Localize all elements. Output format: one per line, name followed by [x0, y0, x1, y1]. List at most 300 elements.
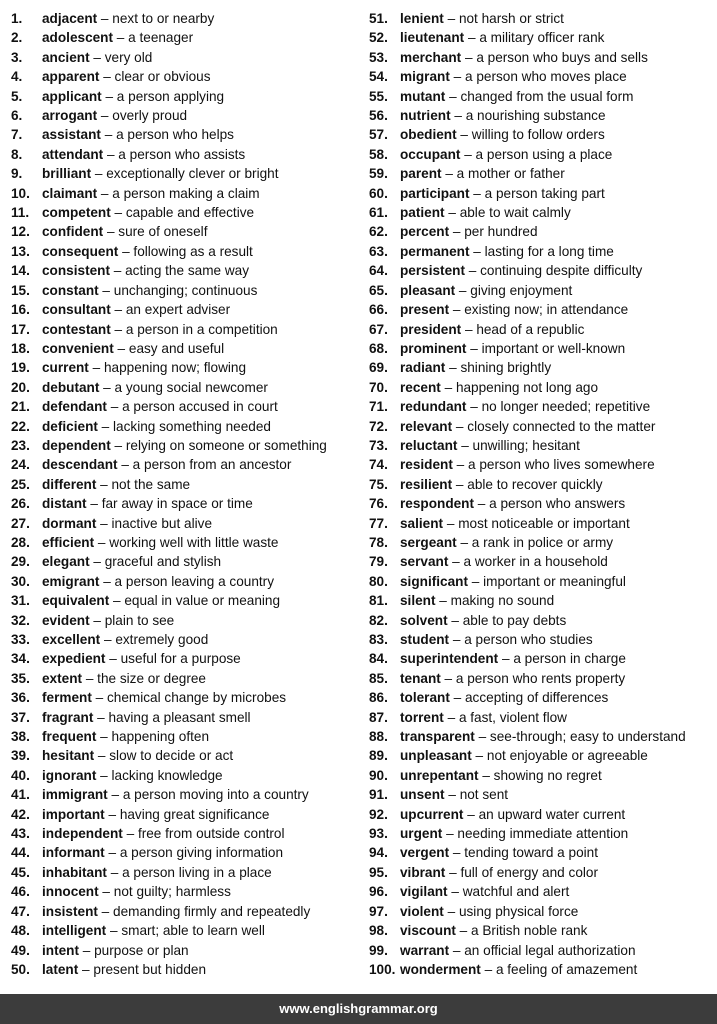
entry-word: nutrient: [400, 108, 451, 124]
entry-number: 82.: [369, 612, 388, 628]
entry-separator: –: [106, 399, 123, 415]
entry-separator: –: [106, 864, 123, 880]
entry-number: 53.: [369, 49, 388, 65]
entry-number: 51.: [369, 11, 388, 26]
entry-definition: slow to decide or act: [109, 748, 234, 764]
entry-definition: head of a republic: [476, 321, 585, 337]
entry-word: obedient: [400, 127, 457, 143]
entry-number: 96.: [369, 884, 388, 900]
list-item: [369, 378, 715, 397]
entry-separator: –: [98, 282, 114, 298]
entry-definition: a person making a claim: [112, 185, 260, 201]
entry-word: adolescent: [42, 30, 114, 46]
entry-definition: a person who buys and sells: [476, 49, 648, 65]
entry-word: vigilant: [400, 884, 448, 900]
entry-word: innocent: [42, 884, 99, 900]
entry-definition: plain to see: [104, 612, 175, 628]
entry-number: 52.: [369, 30, 388, 46]
entry-definition: a person who rents property: [455, 670, 626, 686]
entry-word: distant: [42, 496, 87, 512]
entry-word: consistent: [42, 263, 110, 279]
entry-definition: far away in space or time: [101, 496, 253, 512]
entry-number: 100.: [369, 961, 396, 977]
entry-definition: a person living in a place: [122, 864, 272, 880]
entry-definition: an upward water current: [478, 806, 626, 822]
entry-definition: free from outside control: [137, 826, 285, 842]
entry-word: claimant: [42, 185, 98, 201]
entry-number: 78.: [369, 534, 388, 550]
entry-word: servant: [400, 554, 449, 570]
entry-word: upcurrent: [400, 806, 464, 822]
entry-word: occupant: [400, 146, 461, 162]
entry-definition: showing no regret: [493, 767, 602, 783]
list-item: [369, 630, 715, 649]
entry-number: 39.: [11, 748, 30, 764]
entry-number: 40.: [11, 767, 30, 783]
footer-website-link[interactable]: www.englishgrammar.org: [279, 1001, 438, 1016]
entry-definition: not guilty; harmless: [113, 884, 231, 900]
entry-number: 3.: [11, 49, 23, 65]
list-item: [11, 164, 363, 183]
entry-number: 15.: [11, 282, 30, 298]
entry-number: 8.: [11, 146, 23, 162]
entry-separator: –: [443, 515, 459, 531]
entry-separator: –: [445, 864, 461, 880]
entry-number: 5.: [11, 88, 23, 104]
list-item: [369, 475, 715, 494]
entry-word: equivalent: [42, 593, 110, 609]
entry-separator: –: [440, 670, 456, 686]
entry-separator: –: [79, 942, 95, 958]
entry-definition: a mother or father: [456, 166, 565, 182]
entry-word: lenient: [400, 11, 444, 26]
entry-word: wonderment: [400, 961, 481, 977]
entry-definition: able to recover quickly: [467, 476, 603, 492]
list-item: [11, 572, 363, 591]
entry-word: contestant: [42, 321, 111, 337]
entry-separator: –: [109, 593, 125, 609]
list-item: [369, 649, 715, 668]
entry-definition: present but hidden: [93, 961, 207, 977]
entry-separator: –: [460, 146, 476, 162]
entry-word: unsent: [400, 787, 445, 803]
entry-number: 4.: [11, 69, 23, 85]
entry-number: 30.: [11, 573, 30, 589]
entry-separator: –: [96, 767, 112, 783]
entry-separator: –: [449, 845, 465, 861]
entry-separator: –: [444, 787, 460, 803]
entry-definition: following as a result: [133, 243, 253, 259]
entry-separator: –: [471, 748, 487, 764]
entry-number: 61.: [369, 205, 388, 221]
entry-separator: –: [498, 651, 514, 667]
entry-separator: –: [91, 690, 107, 706]
entry-separator: –: [99, 573, 115, 589]
entry-number: 79.: [369, 554, 388, 570]
entry-definition: closely connected to the matter: [467, 418, 656, 434]
entry-separator: –: [467, 573, 484, 589]
list-item: [369, 921, 715, 940]
entry-number: 83.: [369, 632, 388, 647]
entry-separator: –: [457, 437, 473, 453]
entry-definition: not enjoyable or agreeable: [486, 748, 648, 764]
entry-word: recent: [400, 379, 441, 395]
entry-number: 67.: [369, 321, 388, 337]
entry-separator: –: [461, 321, 477, 337]
entry-word: respondent: [400, 496, 475, 512]
entry-number: 58.: [369, 146, 388, 162]
entry-number: 97.: [369, 903, 388, 919]
list-item: [369, 941, 715, 960]
entry-separator: –: [97, 185, 113, 201]
entry-word: adjacent: [42, 11, 98, 26]
list-item: [369, 417, 715, 436]
list-item: [369, 902, 715, 921]
entry-word: warrant: [400, 942, 450, 958]
list-item: [369, 67, 715, 86]
entry-word: frequent: [42, 729, 97, 745]
entry-definition: important or meaningful: [483, 573, 626, 589]
list-item: [11, 649, 363, 668]
entry-number: 38.: [11, 729, 30, 745]
entry-word: immigrant: [42, 787, 108, 803]
entry-definition: easy and useful: [128, 340, 225, 356]
entry-word: present: [400, 302, 450, 318]
entry-separator: –: [118, 243, 134, 259]
entry-definition: tending toward a point: [464, 845, 599, 861]
entry-word: brilliant: [42, 166, 92, 182]
entry-definition: a teenager: [128, 30, 194, 46]
entry-definition: lasting for a long time: [484, 243, 614, 259]
entry-number: 41.: [11, 787, 30, 803]
entry-definition: chemical change by microbes: [106, 690, 287, 706]
list-item: [11, 397, 363, 416]
entry-definition: a person who lives somewhere: [468, 457, 655, 473]
entry-separator: –: [99, 69, 115, 85]
entry-definition: needing immediate attention: [457, 826, 629, 842]
entry-number: 94.: [369, 845, 388, 861]
entry-definition: a person from an ancestor: [132, 457, 292, 473]
list-item: [369, 843, 715, 862]
entry-number: 54.: [369, 69, 388, 85]
list-item: [11, 48, 363, 67]
list-item: [369, 320, 715, 339]
entry-separator: –: [469, 243, 485, 259]
entry-number: 89.: [369, 748, 388, 764]
entry-word: viscount: [400, 923, 456, 939]
entry-definition: unchanging; continuous: [113, 282, 258, 298]
entry-word: intent: [42, 942, 79, 958]
entry-word: violent: [400, 903, 444, 919]
entry-separator: –: [445, 88, 461, 104]
list-item: [11, 242, 363, 261]
entry-separator: –: [104, 806, 120, 822]
entry-definition: a young social newcomer: [114, 379, 268, 395]
entry-definition: shining brightly: [460, 360, 552, 376]
list-item: [11, 281, 363, 300]
entry-definition: lacking something needed: [113, 418, 271, 434]
entry-word: sergeant: [400, 534, 457, 550]
entry-separator: –: [97, 108, 113, 124]
entry-separator: –: [86, 496, 102, 512]
entry-word: latent: [42, 961, 79, 977]
entry-word: competent: [42, 205, 111, 221]
entry-number: 87.: [369, 709, 388, 725]
entry-definition: extremely good: [115, 632, 209, 647]
entry-number: 80.: [369, 573, 388, 589]
entry-definition: clear or obvious: [114, 69, 211, 85]
entry-definition: accepting of differences: [464, 690, 609, 706]
entry-separator: –: [443, 11, 459, 26]
entry-number: 86.: [369, 690, 388, 706]
entry-separator: –: [97, 11, 113, 26]
entry-separator: –: [113, 340, 129, 356]
entry-separator: –: [452, 457, 469, 473]
entry-number: 49.: [11, 942, 30, 958]
entry-definition: useful for a purpose: [120, 651, 241, 667]
entry-definition: existing now; in attendance: [464, 302, 629, 318]
entry-word: unrepentant: [400, 767, 479, 783]
entry-number: 17.: [11, 321, 30, 337]
entry-separator: –: [466, 399, 482, 415]
list-item: [369, 611, 715, 630]
entry-definition: a person taking part: [484, 185, 605, 201]
list-item: [11, 921, 363, 940]
entry-word: deficient: [42, 418, 98, 434]
entry-number: 2.: [11, 30, 23, 46]
entry-separator: –: [94, 748, 110, 764]
entry-separator: –: [101, 88, 117, 104]
entry-number: 45.: [11, 864, 30, 880]
entry-number: 25.: [11, 476, 30, 492]
entry-number: 9.: [11, 166, 23, 182]
entry-separator: –: [97, 903, 114, 919]
list-item: [369, 28, 715, 47]
entry-definition: happening not long ago: [455, 379, 599, 395]
entry-separator: –: [449, 302, 465, 318]
list-item: [11, 184, 363, 203]
entry-word: ancient: [42, 49, 90, 65]
entry-word: constant: [42, 282, 99, 298]
entry-number: 76.: [369, 496, 388, 512]
entry-separator: –: [449, 632, 465, 647]
entry-separator: –: [106, 923, 122, 939]
list-item: [11, 455, 363, 474]
entry-number: 24.: [11, 457, 30, 473]
entry-word: emigrant: [42, 573, 100, 589]
entry-definition: full of energy and color: [460, 864, 598, 880]
entry-definition: purpose or plan: [94, 942, 189, 958]
entry-word: applicant: [42, 88, 102, 104]
entry-number: 6.: [11, 108, 23, 124]
entry-definition: not sent: [459, 787, 509, 803]
entry-word: assistant: [42, 127, 101, 143]
entry-word: intelligent: [42, 923, 107, 939]
entry-definition: a person who assists: [118, 146, 246, 162]
list-item: [11, 145, 363, 164]
entry-separator: –: [449, 942, 465, 958]
entry-word: defendant: [42, 399, 107, 415]
entry-definition: demanding firmly and repeatedly: [113, 903, 311, 919]
entry-definition: graceful and stylish: [104, 554, 222, 570]
entry-definition: important or well-known: [481, 340, 626, 356]
entry-separator: –: [456, 534, 472, 550]
entry-number: 47.: [11, 903, 30, 919]
entry-separator: –: [443, 903, 459, 919]
entry-number: 81.: [369, 593, 388, 609]
entry-number: 69.: [369, 360, 388, 376]
entry-definition: a fast, violent flow: [458, 709, 567, 725]
list-item: [369, 145, 715, 164]
entry-separator: –: [443, 709, 459, 725]
entry-definition: a nourishing substance: [465, 108, 606, 124]
entry-definition: inactive but alive: [111, 515, 212, 531]
entry-word: extent: [42, 670, 83, 686]
list-item: [11, 106, 363, 125]
entry-word: ignorant: [42, 767, 97, 783]
entry-separator: –: [456, 127, 472, 143]
entry-definition: a person who answers: [489, 496, 626, 512]
list-item: [369, 494, 715, 513]
entry-word: efficient: [42, 534, 95, 550]
entry-number: 33.: [11, 632, 30, 647]
list-item: [11, 203, 363, 222]
entry-word: arrogant: [42, 108, 98, 124]
entry-separator: –: [99, 379, 115, 395]
list-item: [369, 397, 715, 416]
entry-definition: sure of oneself: [118, 224, 208, 240]
entry-number: 70.: [369, 379, 388, 395]
entry-separator: –: [97, 418, 114, 434]
entry-separator: –: [474, 496, 490, 512]
entry-definition: a person giving information: [119, 845, 284, 861]
entry-definition: not the same: [111, 476, 191, 492]
entry-definition: a person accused in court: [122, 399, 278, 415]
entry-separator: –: [435, 593, 451, 609]
entry-definition: see-through; easy to understand: [489, 729, 686, 745]
entry-separator: –: [449, 690, 465, 706]
entry-word: silent: [400, 593, 436, 609]
entry-definition: per hundred: [464, 224, 538, 240]
entry-definition: watchful and alert: [462, 884, 570, 900]
entry-number: 92.: [369, 806, 388, 822]
list-item: [369, 164, 715, 183]
entry-number: 37.: [11, 709, 30, 725]
entry-number: 68.: [369, 340, 388, 356]
list-item: [11, 494, 363, 513]
list-item: [11, 843, 363, 862]
entry-separator: –: [96, 729, 112, 745]
entry-word: apparent: [42, 69, 100, 85]
entry-word: vergent: [400, 845, 450, 861]
entry-word: different: [42, 476, 97, 492]
entry-word: hesitant: [42, 748, 95, 764]
entry-word: convenient: [42, 340, 114, 356]
list-item: [369, 708, 715, 727]
list-item: [11, 417, 363, 436]
entry-word: excellent: [42, 632, 101, 647]
entry-definition: a person in a competition: [125, 321, 278, 337]
entry-word: insistent: [42, 903, 98, 919]
entry-number: 12.: [11, 224, 30, 240]
entry-separator: –: [89, 612, 105, 628]
entry-word: transparent: [400, 729, 475, 745]
entry-word: relevant: [400, 418, 453, 434]
entry-separator: –: [469, 185, 485, 201]
entry-word: permanent: [400, 243, 470, 259]
entry-separator: –: [96, 515, 112, 531]
entry-definition: a person leaving a country: [114, 573, 274, 589]
entry-definition: able to pay debts: [462, 612, 567, 628]
entry-definition: making no sound: [450, 593, 555, 609]
entry-number: 55.: [369, 88, 388, 104]
entry-separator: –: [441, 166, 457, 182]
entry-word: consultant: [42, 302, 111, 318]
entry-word: tenant: [400, 670, 441, 686]
entry-definition: smart; able to learn well: [121, 923, 265, 939]
entry-separator: –: [89, 49, 105, 65]
word-list-column-right: [369, 9, 715, 979]
list-item: [11, 785, 363, 804]
entry-number: 77.: [369, 515, 388, 531]
list-item: [369, 514, 715, 533]
entry-number: 44.: [11, 845, 30, 861]
entry-number: 91.: [369, 787, 388, 803]
entry-number: 14.: [11, 263, 30, 279]
entry-definition: a person who helps: [116, 127, 234, 143]
entry-number: 19.: [11, 360, 30, 376]
entry-definition: happening now; flowing: [103, 360, 247, 376]
entry-separator: –: [464, 263, 481, 279]
entry-separator: –: [110, 302, 126, 318]
entry-separator: –: [105, 651, 121, 667]
entry-separator: –: [96, 476, 112, 492]
entry-definition: acting the same way: [125, 263, 250, 279]
list-item: [369, 203, 715, 222]
list-item: [369, 669, 715, 688]
entry-separator: –: [449, 69, 465, 85]
entry-separator: –: [461, 49, 477, 65]
entry-definition: a person who studies: [464, 632, 593, 647]
entry-word: student: [400, 632, 450, 647]
list-item: [369, 824, 715, 843]
list-item: [369, 125, 715, 144]
list-item: [11, 960, 363, 979]
entry-definition: willing to follow orders: [471, 127, 605, 143]
entry-definition: having a pleasant smell: [108, 709, 251, 725]
list-item: [369, 533, 715, 552]
list-item: [11, 746, 363, 765]
entry-word: ferment: [42, 690, 92, 706]
entry-number: 99.: [369, 942, 388, 958]
list-item: [11, 669, 363, 688]
list-item: [11, 28, 363, 47]
list-item: [369, 805, 715, 824]
entry-word: radiant: [400, 360, 446, 376]
entry-number: 57.: [369, 127, 388, 143]
entry-definition: an expert adviser: [125, 302, 231, 318]
entry-separator: –: [103, 224, 119, 240]
entry-separator: –: [104, 845, 120, 861]
entry-separator: –: [100, 127, 117, 143]
list-item: [11, 67, 363, 86]
entry-number: 7.: [11, 127, 23, 143]
list-item: [369, 552, 715, 571]
entry-word: prominent: [400, 340, 467, 356]
entry-number: 95.: [369, 864, 388, 880]
entry-separator: –: [463, 806, 479, 822]
entry-number: 66.: [369, 302, 388, 318]
